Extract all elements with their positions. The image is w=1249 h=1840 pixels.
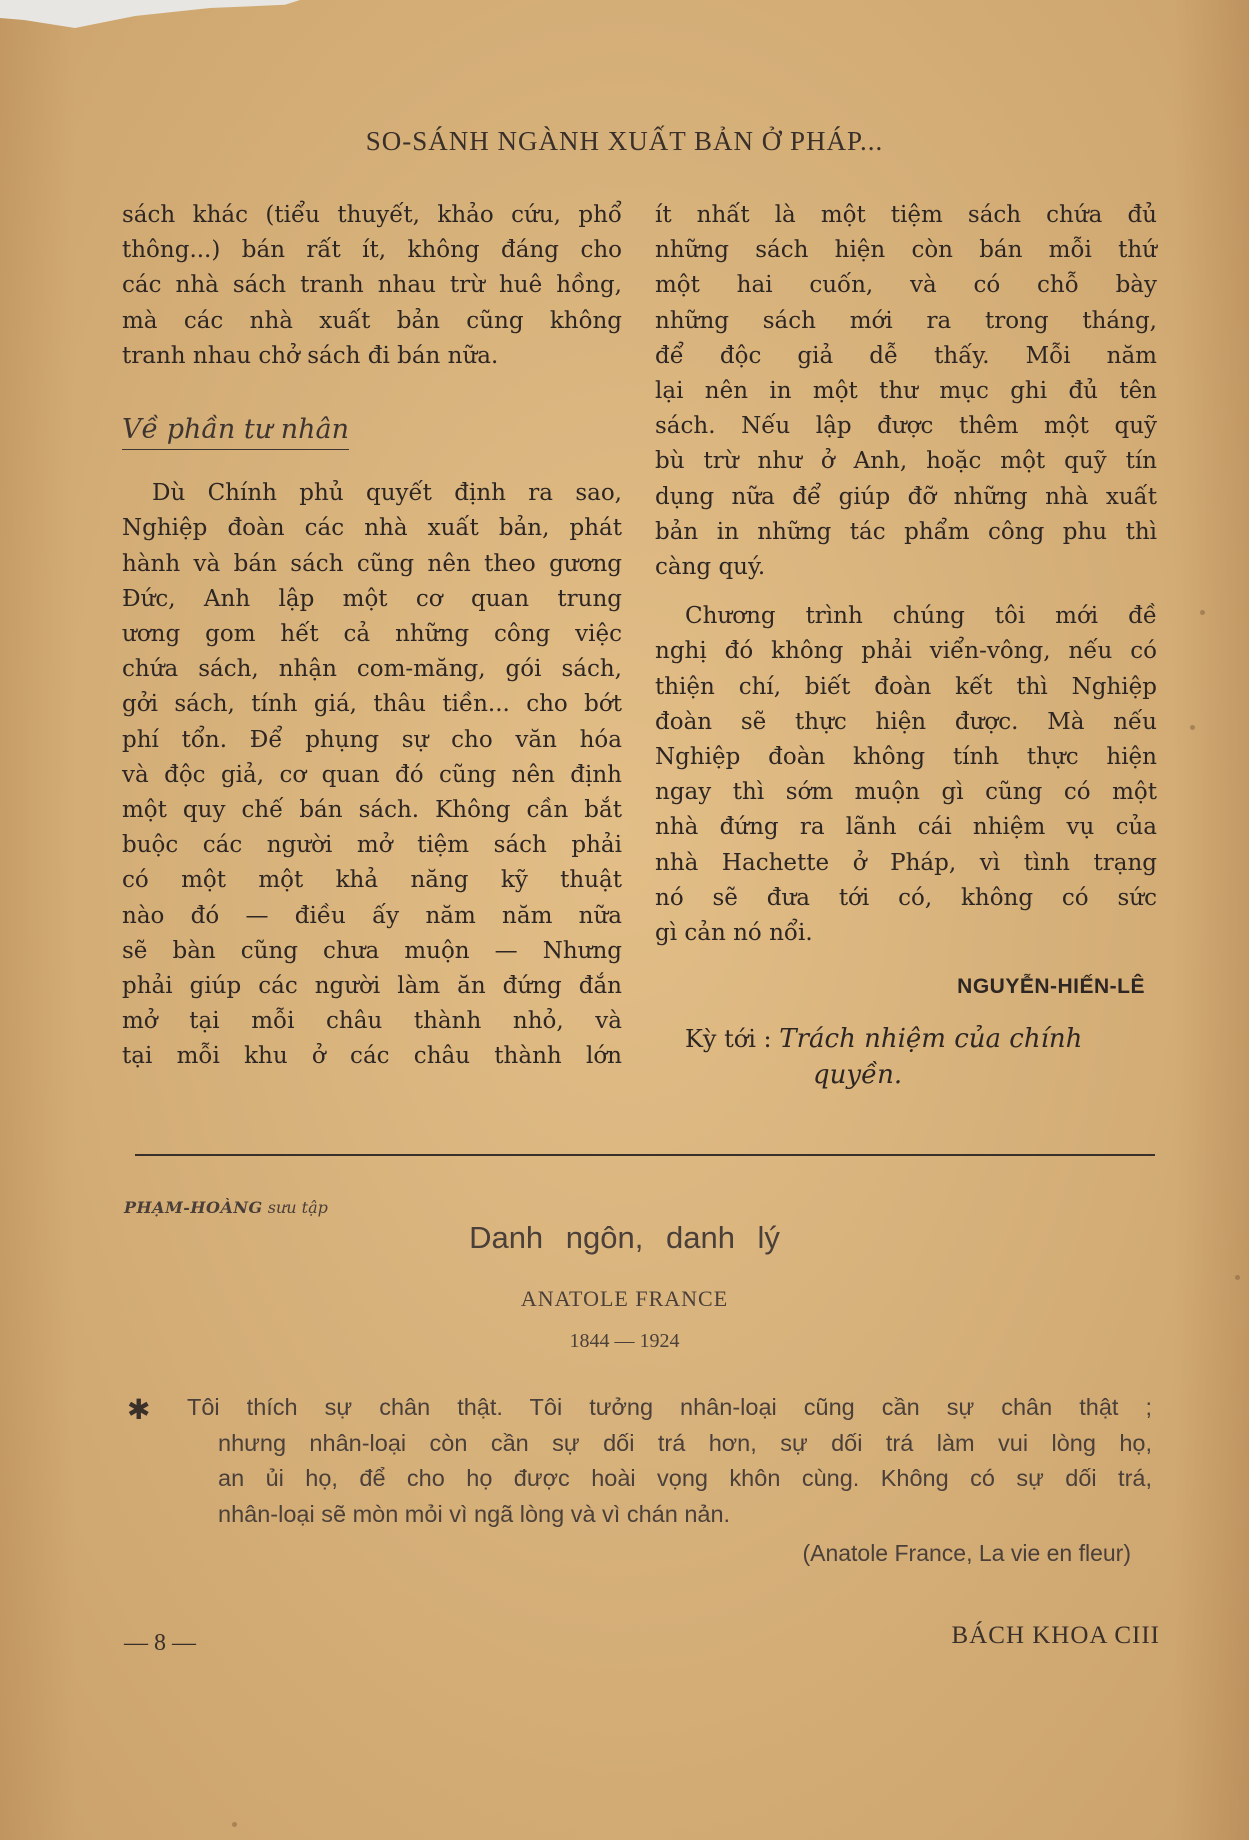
text-line: nào đó — điều ấy năm năm nữa [122, 902, 622, 929]
paper-speck [1190, 725, 1195, 730]
text-line: một quy chế bán sách. Không cần bắt [122, 797, 622, 824]
section-heading: Về phần tư nhân [122, 412, 349, 450]
right-column [655, 198, 1157, 1093]
text-line: tại mỗi khu ở các châu thành lớn [122, 1043, 622, 1070]
section-divider [135, 1154, 1155, 1156]
page-number: — 8 — [124, 1630, 196, 1656]
text-line: ương gom hết cả những công việc [122, 621, 622, 648]
text-line: gởi sách, tính giá, thâu tiền... cho bớt [122, 691, 622, 718]
left-column [122, 198, 622, 1075]
text-line: Đức, Anh lập một cơ quan trung [122, 585, 622, 612]
text-line: mà các nhà xuất bản cũng không [122, 307, 622, 334]
next-issue-title-cont: quyền. [813, 1059, 903, 1090]
right-paragraph-2 [655, 599, 1157, 951]
text-line: sẽ bàn cũng chưa muộn — Nhưng [122, 937, 622, 964]
text-line: bản in những tác phẩm công phu thì [655, 518, 1157, 545]
paper-speck [232, 1822, 237, 1827]
quote-author: ANATOLE FRANCE [520, 1286, 729, 1311]
torn-corner [0, 0, 300, 40]
running-head: SO-SÁNH NGÀNH XUẤT BẢN Ở PHÁP... [365, 126, 884, 156]
text-line: Dù Chính phủ quyết định ra sao, [152, 480, 622, 507]
collector-role: sưu tập [267, 1198, 328, 1217]
text-line: gì cản nó nổi. [655, 920, 813, 947]
text-line: nghị đó không phải viển-vông, nếu có [655, 638, 1157, 665]
quote-line: nhưng nhân-loại còn cần sự dối trá hơn, sự dối trá làm vui lòng họ, [218, 1429, 1152, 1456]
text-line: một hai cuốn, và có chỗ bày [655, 272, 1157, 299]
text-line: nhà đứng ra lãnh cái nhiệm vụ của [655, 814, 1157, 841]
paper-speck [1235, 1275, 1240, 1280]
text-line: những sách hiện còn bán mỗi thứ [655, 237, 1157, 264]
next-issue-title: Trách nhiệm của chính [779, 1024, 1083, 1055]
text-line: thông...) bán rất ít, không đáng cho [122, 237, 622, 264]
text-line: lại nên in một thư mục ghi đủ tên [655, 378, 1157, 405]
left-paragraph-1 [122, 198, 622, 374]
text-line: Nghiệp đoàn các nhà xuất bản, phát [122, 515, 622, 542]
text-line: và độc giả, cơ quan đó cũng nên định [122, 761, 622, 788]
text-line: dụng nữa để giúp đỡ những nhà xuất [655, 483, 1157, 510]
quote-line: nhân-loại sẽ mòn mỏi vì ngã lòng và vì chán nản. [218, 1500, 731, 1527]
text-line: đoàn sẽ thực hiện được. Mà nếu [655, 708, 1157, 735]
right-paragraph-1 [655, 198, 1157, 585]
text-line: càng quý. [655, 554, 766, 581]
quotes-title: Danh ngôn, danh lý [469, 1220, 780, 1255]
quote-source: (Anatole France, La vie en fleur) [802, 1540, 1131, 1566]
text-line: sách khác (tiểu thuyết, khảo cứu, phổ [122, 202, 622, 228]
collector-name: PHẠM-HOÀNG [124, 1198, 263, 1217]
text-line: nó sẽ đưa tới có, không có sức [655, 884, 1157, 911]
quote-author-years: 1844 — 1924 [569, 1330, 680, 1352]
text-line: các nhà sách tranh nhau trừ huê hồng, [122, 272, 622, 299]
text-line: Chương trình chúng tôi mới đề [685, 603, 1157, 630]
quote-line: Tôi thích sự chân thật. Tôi tưởng nhân-loại cũng cần sự chân thật ; [187, 1394, 1152, 1420]
text-line: phí tổn. Để phụng sự cho văn hóa [122, 726, 622, 753]
text-line: nhà Hachette ở Pháp, vì tình trạng [655, 849, 1157, 876]
article-author: NGUYỄN-HIẾN-LÊ [957, 975, 1145, 999]
paragraph-gap [655, 585, 1157, 599]
text-line: sách. Nếu lập được thêm một quỹ [655, 413, 1157, 440]
text-line: ngay thì sớm muộn gì cũng có một [655, 779, 1157, 806]
left-paragraph-2 [122, 476, 622, 1074]
asterisk-icon: ✱ [127, 1393, 151, 1426]
next-issue-note [655, 1022, 1157, 1092]
text-line: tranh nhau chở sách đi bán nữa. [122, 342, 499, 369]
quote-text [187, 1390, 1152, 1532]
text-line: chứa sách, nhận com-măng, gói sách, [122, 656, 622, 683]
journal-name: BÁCH KHOA CIII [951, 1622, 1160, 1649]
text-line: những sách mới ra trong tháng, [655, 307, 1157, 334]
text-line: có một một khả năng kỹ thuật [122, 867, 622, 894]
text-line: phải giúp các người làm ăn đứng đắn [122, 973, 622, 1000]
text-line: thiện chí, biết đoàn kết thì Nghiệp [655, 673, 1157, 700]
text-line: Nghiệp đoàn không tính thực hiện [655, 744, 1157, 771]
text-line: để độc giả dễ thấy. Mỗi năm [655, 342, 1157, 369]
text-line: mở tại mỗi châu thành nhỏ, và [122, 1008, 622, 1035]
text-line: bù trừ như ở Anh, hoặc một quỹ tín [655, 448, 1157, 475]
next-issue-label: Kỳ tới : [685, 1025, 772, 1054]
collector-credit [124, 1198, 328, 1217]
quote-line: an ủi họ, để cho họ được hoài vọng khôn cùng. Không có sự dối trá, [218, 1465, 1152, 1491]
text-line: hành và bán sách cũng nên theo gương [122, 550, 622, 577]
paper-speck [1200, 610, 1205, 615]
text-line: buộc các người mở tiệm sách phải [122, 832, 622, 859]
text-line: ít nhất là một tiệm sách chứa đủ [655, 202, 1157, 228]
